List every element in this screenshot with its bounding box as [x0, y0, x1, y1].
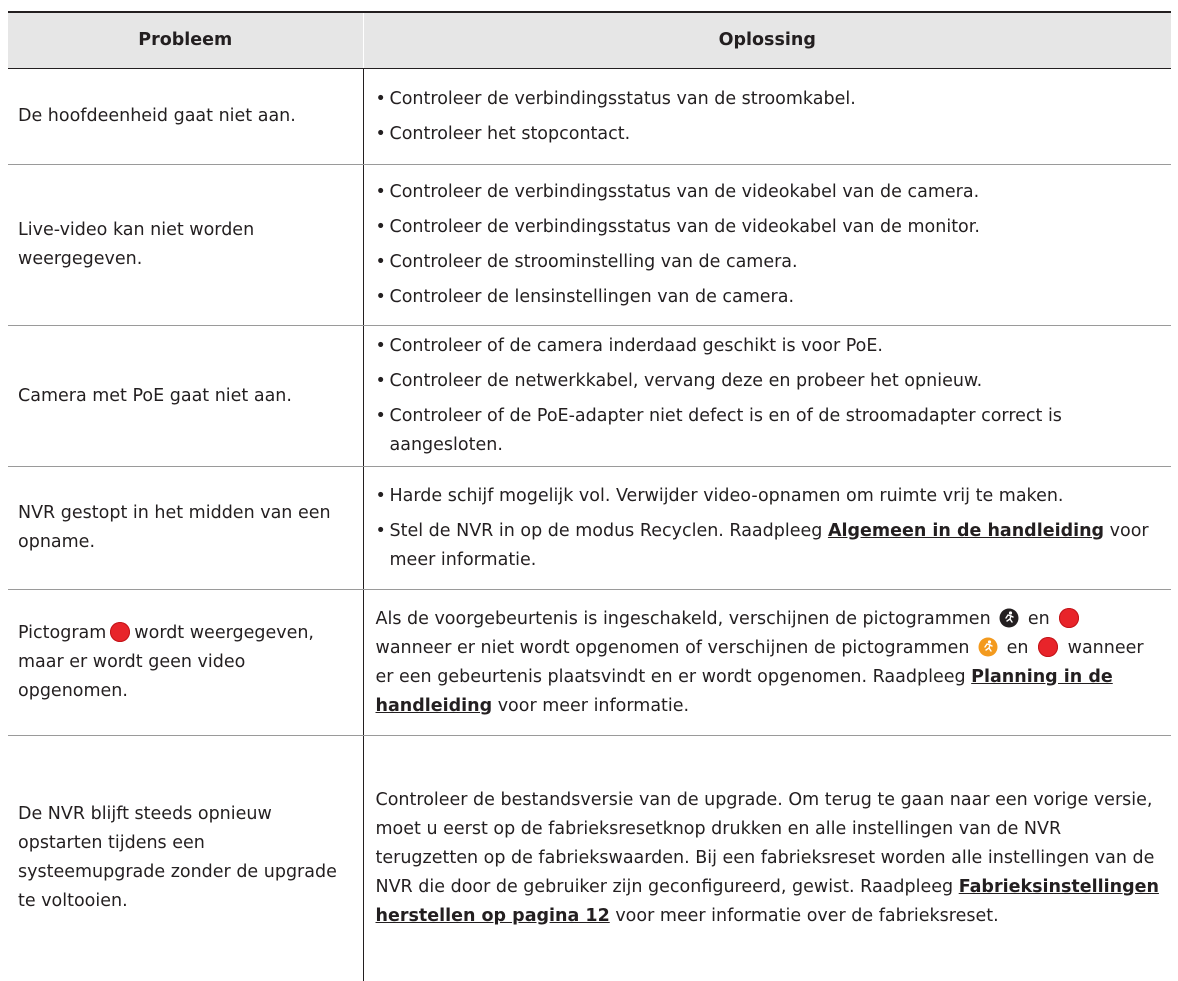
solution-text: en — [1006, 637, 1029, 658]
problem-cell: De NVR blijft steeds opnieuw opstarten tijdens een systeemupgrade zonder de upgrade te voltooien. — [18, 804, 337, 912]
solution-item: • Controleer de verbindingsstatus van de videokabel van de camera. — [376, 178, 1162, 207]
solution-item: • Controleer het stopcontact. — [376, 120, 1162, 149]
table-row — [8, 736, 1171, 981]
table-header-row — [8, 12, 1171, 69]
table-row — [8, 69, 1171, 165]
solution-paragraph — [376, 786, 1162, 931]
solution-text: voor meer informatie. — [389, 520, 1149, 570]
problem-cell: Live-video kan niet worden weergegeven. — [8, 165, 363, 326]
problem-text: Pictogram — [18, 623, 107, 643]
fabrieksinstellingen-link[interactable]: Fabrieksinstellingen herstellen op pagina 12 — [375, 876, 1159, 926]
solution-item — [376, 517, 1162, 575]
table-row — [8, 590, 1171, 736]
solution-cell — [363, 590, 1171, 736]
solution-cell — [363, 165, 1171, 326]
solution-item: • Harde schijf mogelijk vol. Verwijder video-opnamen om ruimte vrij te maken. — [376, 482, 1162, 511]
solution-list — [376, 482, 1162, 575]
troubleshooting-table — [8, 11, 1171, 981]
solution-paragraph — [376, 605, 1162, 721]
solution-cell — [363, 736, 1171, 981]
solution-list — [376, 332, 1162, 460]
solution-item: • Controleer of de PoE-adapter niet defect is en of de stroomadapter correct is aangesloten. — [376, 402, 1162, 460]
header-probleem: Probleem — [8, 12, 363, 69]
table-row — [8, 326, 1171, 467]
solution-cell — [363, 69, 1171, 165]
running-man-orange-icon — [978, 637, 998, 657]
solution-list — [376, 178, 1162, 312]
problem-text: wordt weergegeven, maar er wordt geen video opgenomen. — [18, 623, 314, 701]
problem-cell — [8, 590, 363, 736]
solution-item: • Controleer de stroominstelling van de camera. — [376, 248, 1162, 277]
record-dot-icon — [110, 622, 130, 642]
problem-cell: NVR gestopt in het midden van een opname. — [8, 467, 363, 590]
planning-link[interactable]: Planning in de handleiding — [375, 666, 1113, 716]
solution-item: • Controleer de lensinstellingen van de camera. — [376, 283, 1162, 312]
solution-cell — [363, 467, 1171, 590]
solution-cell — [363, 326, 1171, 467]
table-row — [8, 467, 1171, 590]
running-man-black-icon — [999, 608, 1019, 628]
solution-item: • Controleer de verbindingsstatus van de stroomkabel. — [376, 85, 1162, 114]
problem-cell: De hoofdeenheid gaat niet aan. — [8, 69, 363, 165]
solution-text: voor meer informatie over de fabrieksreset. — [609, 905, 999, 926]
solution-list — [376, 85, 1162, 149]
solution-text: voor meer informatie. — [492, 695, 690, 716]
solution-text: Als de voorgebeurtenis is ingeschakeld, verschijnen de pictogrammen — [375, 608, 991, 629]
algemeen-link[interactable]: Algemeen in de handleiding — [827, 520, 1105, 541]
solution-text: en — [1027, 608, 1050, 629]
problem-cell: Camera met PoE gaat niet aan. — [8, 326, 363, 467]
record-dot-icon — [1059, 608, 1079, 628]
solution-item: • Controleer of de camera inderdaad geschikt is voor PoE. — [376, 332, 1162, 361]
solution-item: • Controleer de netwerkkabel, vervang deze en probeer het opnieuw. — [376, 367, 1162, 396]
table-row — [8, 165, 1171, 326]
header-oplossing: Oplossing — [363, 12, 1171, 69]
record-dot-icon — [1038, 637, 1058, 657]
solution-text: Stel de NVR in op de modus Recyclen. Raadpleeg — [389, 520, 828, 541]
solution-text: wanneer er een gebeurtenis plaatsvindt en er wordt opgenomen. Raadpleeg — [375, 637, 1144, 687]
solution-text: Controleer de bestandsversie van de upgrade. Om terug te gaan naar een vorige versie, moet u eerst op de fabrieksresetknop drukken en alle instellingen van de NVR terugzetten op de fabriekswaarden. Bij een fabrieksreset worden alle instellingen van de NVR die door de gebruiker zijn geconfigureerd, gewist. Raadpleeg — [375, 789, 1155, 897]
solution-item: • Controleer de verbindingsstatus van de videokabel van de monitor. — [376, 213, 1162, 242]
solution-text: wanneer er niet wordt opgenomen of verschijnen de pictogrammen — [375, 637, 970, 658]
